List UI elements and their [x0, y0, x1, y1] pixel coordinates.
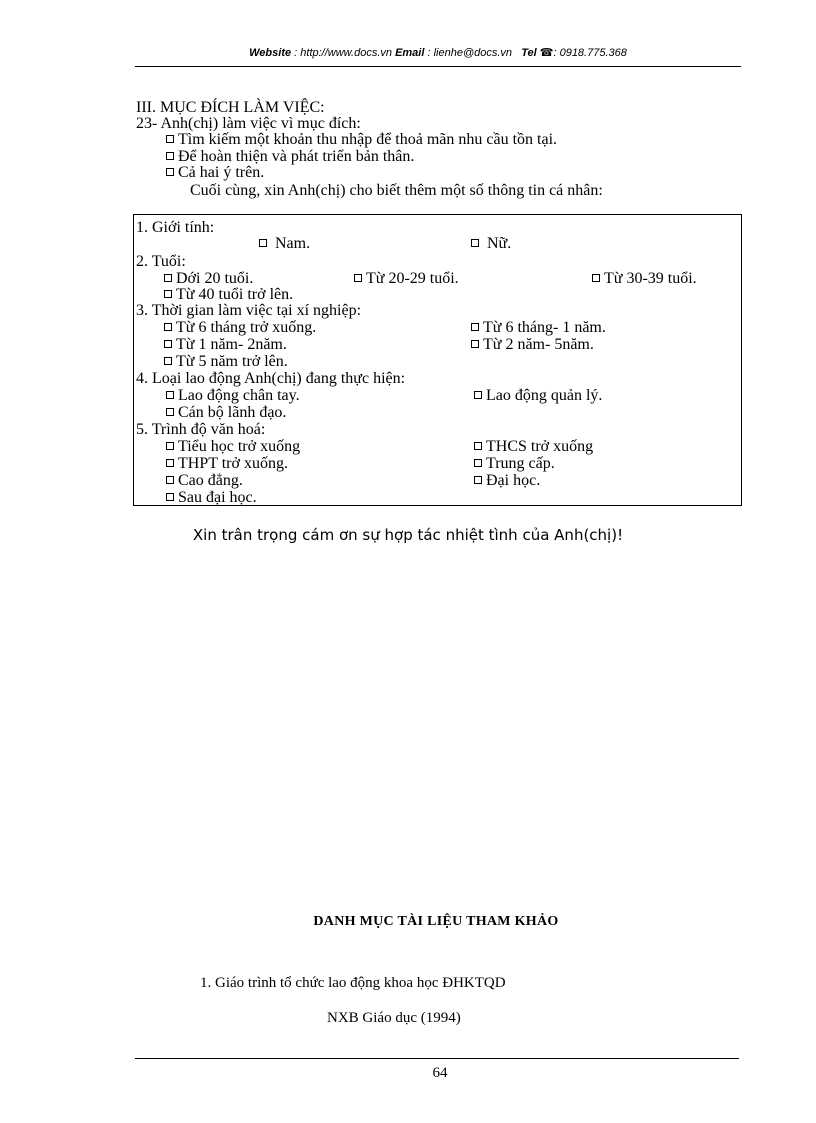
tenure-label: 3. Thời gian làm việc tại xí nghiệp:	[136, 302, 362, 319]
checkbox-icon[interactable]	[471, 340, 479, 348]
tel-label: Tel	[521, 47, 537, 59]
checkbox-icon[interactable]	[164, 340, 172, 348]
checkbox-icon[interactable]	[259, 239, 267, 247]
thank-you-message: Xin trân trọng cám ơn sự hợp tác nhiệt tình của Anh(chị)!	[192, 526, 624, 544]
gender-male-option[interactable]: Nam.	[259, 235, 310, 252]
checkbox-icon[interactable]	[166, 476, 174, 484]
reference-publisher: NXB Giáo dục (1994)	[327, 1010, 461, 1026]
question-23: 23- Anh(chị) làm việc vì mục đích:	[136, 115, 361, 132]
tenure-option-1[interactable]: Từ 6 tháng trở xuống.	[164, 319, 316, 336]
labor-label: 4. Loại lao động Anh(chị) đang thực hiện:	[136, 370, 406, 387]
checkbox-icon[interactable]	[164, 274, 172, 282]
age-20-29-option[interactable]: Từ 20-29 tuổi.	[354, 270, 459, 287]
checkbox-icon[interactable]	[592, 274, 600, 282]
education-vocational-option[interactable]: Trung cấp.	[474, 455, 555, 472]
education-secondary-option[interactable]: THCS trở xuống	[474, 438, 593, 455]
page-number: 64	[432, 1065, 448, 1081]
email-address[interactable]: lienhe@docs.vn	[433, 47, 513, 59]
checkbox-icon[interactable]	[474, 391, 482, 399]
age-over40-option[interactable]: Từ 40 tuổi trở lên.	[164, 286, 293, 303]
checkbox-icon[interactable]	[471, 239, 479, 247]
purpose-option-income[interactable]: Tìm kiếm một khoản thu nhập để thoả mãn nhu cầu tồn tại.	[166, 131, 557, 148]
checkbox-icon[interactable]	[164, 357, 172, 365]
labor-manual-option[interactable]: Lao động chân tay.	[166, 387, 300, 404]
checkbox-icon[interactable]	[166, 152, 174, 160]
references-title: DANH MỤC TÀI LIỆU THAM KHẢO	[313, 914, 559, 929]
footer-divider	[135, 1058, 739, 1059]
checkbox-icon[interactable]	[354, 274, 362, 282]
checkbox-icon[interactable]	[164, 290, 172, 298]
purpose-option-development[interactable]: Để hoàn thiện và phát triển bản thân.	[166, 148, 414, 165]
section-heading: III. MỤC ĐÍCH LÀM VIỆC:	[136, 99, 325, 116]
education-primary-option[interactable]: Tiểu học trở xuống	[166, 438, 300, 455]
checkbox-icon[interactable]	[474, 442, 482, 450]
closing-text: Cuối cùng, xin Anh(chị) cho biết thêm một số thông tin cá nhân:	[190, 182, 603, 199]
gender-female-option[interactable]: Nữ.	[471, 235, 511, 252]
education-postgrad-option[interactable]: Sau đại học.	[166, 489, 257, 506]
tenure-option-3[interactable]: Từ 1 năm- 2năm.	[164, 336, 287, 353]
age-under20-option[interactable]: Dới 20 tuổi.	[164, 270, 253, 287]
checkbox-icon[interactable]	[166, 408, 174, 416]
telephone-icon: ☎	[539, 47, 554, 59]
website-label: Website	[249, 47, 292, 59]
education-college-option[interactable]: Cao đẳng.	[166, 472, 243, 489]
gender-label: 1. Giới tính:	[136, 219, 215, 236]
education-label: 5. Trình độ văn hoá:	[136, 421, 266, 438]
checkbox-icon[interactable]	[166, 459, 174, 467]
website-separator: :	[291, 47, 301, 59]
checkbox-icon[interactable]	[166, 391, 174, 399]
page-header	[135, 46, 741, 59]
checkbox-icon[interactable]	[164, 323, 172, 331]
labor-management-option[interactable]: Lao động quản lý.	[474, 387, 602, 404]
checkbox-icon[interactable]	[166, 493, 174, 501]
email-label: Email	[395, 47, 425, 59]
reference-item: 1. Giáo trình tổ chức lao động khoa học ĐHKTQD	[200, 975, 506, 991]
checkbox-icon[interactable]	[474, 476, 482, 484]
labor-leader-option[interactable]: Cán bộ lãnh đạo.	[166, 404, 286, 421]
checkbox-icon[interactable]	[474, 459, 482, 467]
checkbox-icon[interactable]	[166, 168, 174, 176]
tenure-option-2[interactable]: Từ 6 tháng- 1 năm.	[471, 319, 606, 336]
checkbox-icon[interactable]	[471, 323, 479, 331]
website-url[interactable]: http://www.docs.vn	[300, 47, 392, 59]
tenure-option-4[interactable]: Từ 2 năm- 5năm.	[471, 336, 594, 353]
header-divider	[135, 66, 741, 67]
checkbox-icon[interactable]	[166, 442, 174, 450]
age-label: 2. Tuổi:	[136, 253, 186, 270]
education-highschool-option[interactable]: THPT trở xuống.	[166, 455, 288, 472]
email-separator: :	[424, 47, 434, 59]
tenure-option-5[interactable]: Từ 5 năm trở lên.	[164, 353, 288, 370]
age-30-39-option[interactable]: Từ 30-39 tuổi.	[592, 270, 697, 287]
tel-number: : 0918.775.368	[553, 47, 627, 59]
education-university-option[interactable]: Đại học.	[474, 472, 540, 489]
checkbox-icon[interactable]	[166, 135, 174, 143]
purpose-option-both[interactable]: Cả hai ý trên.	[166, 164, 264, 181]
